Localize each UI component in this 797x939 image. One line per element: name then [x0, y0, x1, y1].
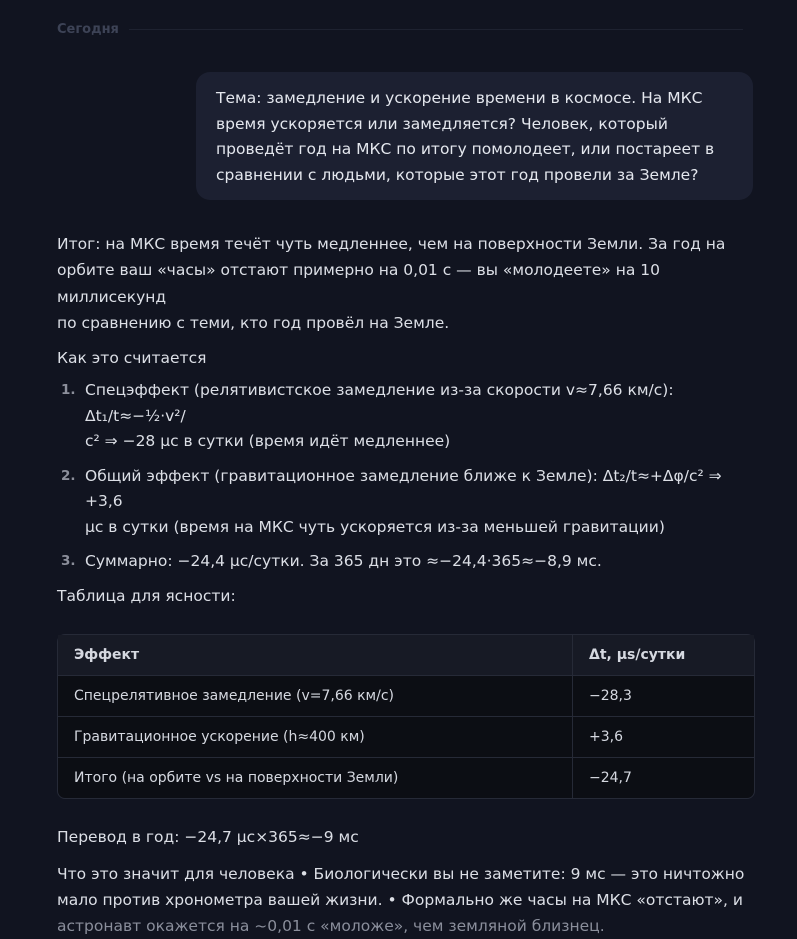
- table-row: [58, 716, 754, 757]
- step-line: μс в сутки (время на МКС чуть ускоряется из-за меньшей гравитации): [85, 517, 665, 536]
- table-row: [58, 757, 754, 798]
- table-header-cell: Δt, μs/сутки: [573, 635, 755, 676]
- table-header-row: [58, 635, 754, 676]
- how-heading: Как это считается: [57, 349, 207, 368]
- meaning-paragraph: [57, 861, 757, 939]
- table-row: [58, 675, 754, 716]
- step-item: [57, 464, 757, 541]
- step-number: 2.: [61, 467, 76, 484]
- divider-line: [129, 29, 743, 30]
- answer-intro-line: по сравнению с теми, кто год провёл на Земле.: [57, 313, 450, 332]
- step-line: c² ⇒ −28 μс в сутки (время идёт медленнее): [85, 432, 451, 451]
- meaning-line: мало против хронометра вашей жизни. • Формально же часы на МКС «отстают», и: [57, 890, 743, 909]
- step-item: [57, 378, 757, 455]
- day-label: Сегодня: [57, 22, 119, 37]
- steps-list: [57, 378, 757, 575]
- table-cell: −28,3: [573, 675, 755, 716]
- user-message-bubble: [196, 72, 753, 200]
- meaning-line: Что это значит для человека • Биологически вы не заметите: 9 мс — это ничтожно: [57, 864, 745, 883]
- table-cell: Гравитационное ускорение (h≈400 км): [58, 716, 573, 757]
- answer-intro-line: орбите ваш «часы» отстают примерно на 0,01 с — вы «молодеете» на 10 миллисекунд: [57, 261, 660, 306]
- table-header-cell: Эффект: [58, 635, 573, 676]
- user-message-line: проведёт год на МКС по итогу помолодеет, или постареет в: [216, 140, 715, 159]
- year-conversion: Перевод в год: −24,7 μс×365≈−9 мс: [57, 827, 359, 846]
- user-message-line: сравнении с людьми, которые этот год провели за Земле?: [216, 166, 699, 185]
- answer-intro-line: Итог: на МКС время течёт чуть медленнее, чем на поверхности Земли. За год на: [57, 235, 726, 253]
- meaning-line-faded: астронавт окажется на ~0,01 с «моложе», чем земляной близнец.: [57, 916, 605, 935]
- step-item: [57, 549, 757, 575]
- step-line: Суммарно: −24,4 μс/сутки. За 365 дн это ≈−24,4·365≈−8,9 мс.: [85, 552, 602, 571]
- user-message-line: время ускоряется или замедляется? Человек, который: [216, 114, 668, 133]
- user-message-line: Тема: замедление и ускорение времени в космосе. На МКС: [216, 89, 703, 107]
- table-cell: Итого (на орбите vs на поверхности Земли): [58, 757, 573, 798]
- assistant-message: [57, 231, 757, 939]
- table-lead: Таблица для ясности:: [57, 586, 236, 605]
- table-cell: +3,6: [573, 716, 755, 757]
- answer-intro: [57, 231, 757, 336]
- step-number: 1.: [61, 382, 76, 399]
- step-line: Общий эффект (гравитационное замедление ближе к Земле): Δt₂/t≈+Δφ/c² ⇒ +3,6: [85, 466, 722, 511]
- day-divider: [57, 22, 743, 37]
- table-cell: Спецрелятивное замедление (v=7,66 км/с): [58, 675, 573, 716]
- effects-table: [57, 634, 755, 799]
- step-line: Спецэффект (релятивистское замедление из-за скорости v≈7,66 км/с): Δt₁/t≈−½·v²/: [85, 381, 674, 425]
- step-number: 3.: [61, 553, 76, 570]
- table-cell: −24,7: [573, 757, 755, 798]
